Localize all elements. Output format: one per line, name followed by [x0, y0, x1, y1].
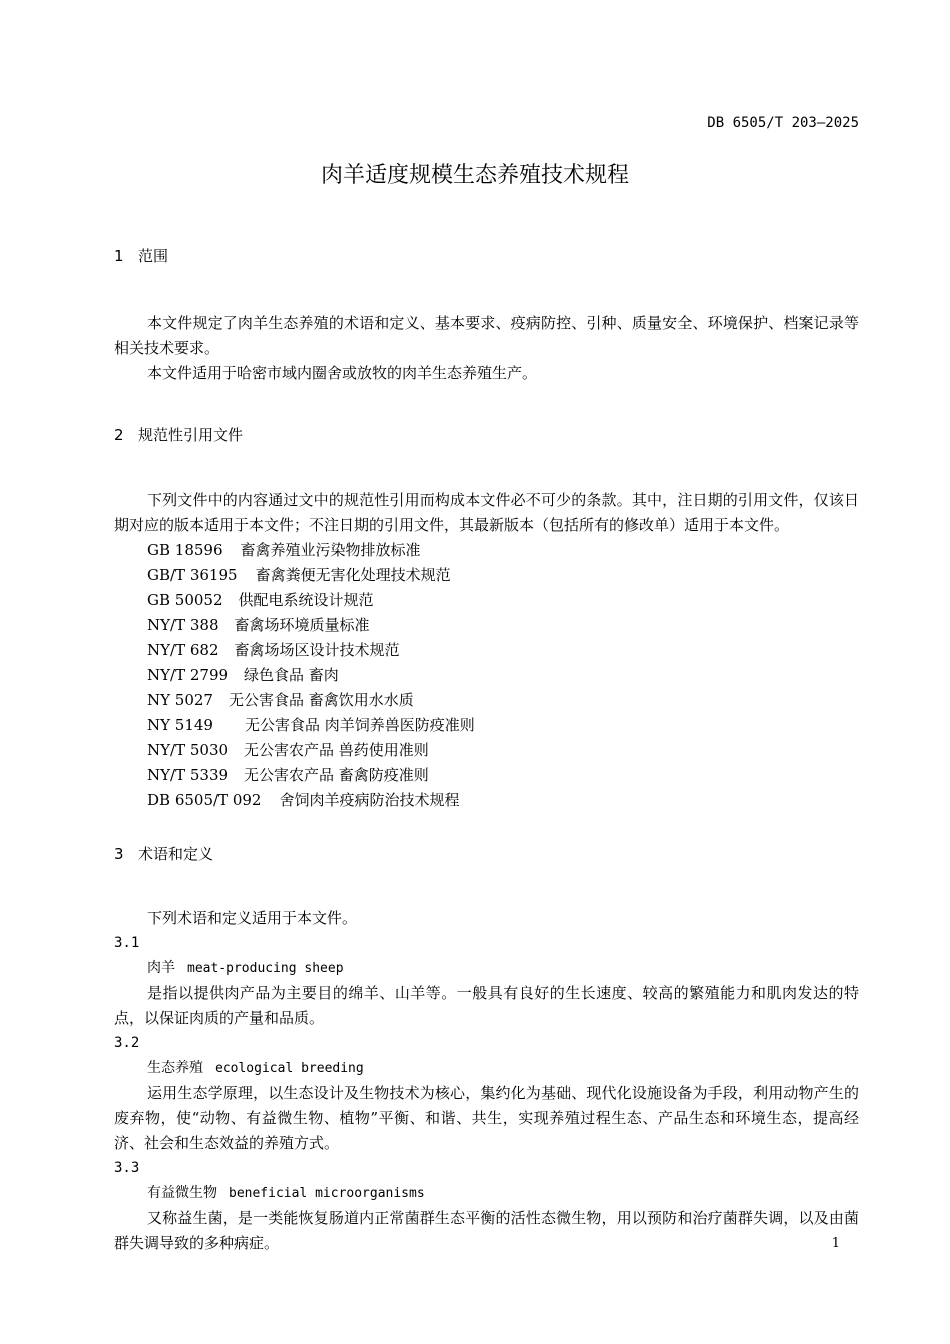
reference-item	[114, 588, 859, 613]
document-title: 肉羊适度规模生态养殖技术规程	[320, 163, 629, 188]
section-heading-terms-and-definitions	[114, 842, 859, 867]
reference-name: 舍饲肉羊疫病防治技术规程	[279, 791, 460, 809]
reference-name: 供配电系统设计规范	[238, 591, 374, 609]
term-zh: 肉羊	[147, 960, 175, 976]
section-heading-scope	[114, 244, 859, 269]
page-number: 1	[831, 1236, 840, 1251]
term-number: 3.3	[114, 1160, 140, 1176]
section-number: 1	[114, 247, 124, 265]
reference-item	[114, 688, 859, 713]
reference-name: 绿色食品 畜肉	[244, 666, 339, 684]
reference-name: 畜禽粪便无害化处理技术规范	[255, 566, 451, 584]
section-heading-normative-references	[114, 423, 859, 448]
paragraph: 下列文件中的内容通过文中的规范性引用而构成本文件必不可少的条款。其中，注日期的引用文件，仅该日期对应的版本适用于本文件；不注日期的引用文件，其最新版本（包括所有的修改单）适用于本文件。	[114, 491, 859, 534]
paragraph: 下列术语和定义适用于本文件。	[147, 909, 358, 927]
reference-code: GB 50052	[147, 591, 223, 609]
reference-code: NY/T 5030	[147, 741, 229, 759]
paragraph: 本文件规定了肉羊生态养殖的术语和定义、基本要求、疫病防控、引种、质量安全、环境保护、档案记录等相关技术要求。	[114, 314, 859, 357]
reference-code: NY/T 2799	[147, 666, 229, 684]
reference-item	[114, 663, 859, 688]
section-title: 范围	[138, 247, 169, 265]
reference-name: 无公害食品 肉羊饲养兽医防疫准则	[244, 716, 475, 734]
term-definition: 运用生态学原理，以生态设计及生物技术为核心，集约化为基础、现代化设施设备为手段，利用动物产生的废弃物，使“动物、有益微生物、植物”平衡、和谐、共生，实现养殖过程生态、产品生态和环境生态，提高经济、社会和生态效益的养殖方式。	[114, 1084, 859, 1152]
term-definition: 又称益生菌，是一类能恢复肠道内正常菌群生态平衡的活性态微生物，用以预防和治疗菌群失调，以及由菌群失调导致的多种病症。	[114, 1209, 859, 1252]
reference-code: NY 5027	[147, 691, 213, 709]
term-en: ecological breeding	[215, 1061, 364, 1076]
reference-code: DB 6505/T 092	[147, 791, 262, 809]
section-title: 规范性引用文件	[138, 426, 244, 444]
reference-item	[114, 563, 859, 588]
section-number: 2	[114, 426, 124, 444]
term-zh: 有益微生物	[147, 1185, 217, 1201]
reference-item	[114, 713, 859, 738]
term-en: beneficial microorganisms	[229, 1186, 425, 1201]
term-name	[114, 1181, 859, 1206]
section-number: 3	[114, 845, 124, 863]
reference-name: 畜禽场环境质量标准	[234, 616, 370, 634]
term-entry	[114, 1031, 859, 1156]
reference-name: 无公害农产品 畜禽防疫准则	[244, 766, 429, 784]
term-en: meat-producing sheep	[187, 961, 344, 976]
reference-name: 畜禽场场区设计技术规范	[234, 641, 400, 659]
paragraph: 本文件适用于哈密市域内圈舍或放牧的肉羊生态养殖生产。	[147, 364, 538, 382]
reference-item	[114, 538, 859, 563]
reference-code: NY/T 388	[147, 616, 219, 634]
term-number: 3.2	[114, 1035, 140, 1051]
term-name	[114, 956, 859, 981]
reference-item	[114, 788, 859, 813]
reference-code: NY/T 5339	[147, 766, 229, 784]
reference-list	[114, 538, 859, 813]
reference-item	[114, 738, 859, 763]
standard-code: DB 6505/T 203—2025	[707, 115, 859, 131]
reference-code: NY 5149	[147, 716, 213, 734]
reference-name: 畜禽养殖业污染物排放标准	[240, 541, 421, 559]
section-title: 术语和定义	[138, 845, 214, 863]
document-body	[114, 244, 859, 1256]
reference-name: 无公害农产品 兽药使用准则	[244, 741, 429, 759]
reference-name: 无公害食品 畜禽饮用水水质	[228, 691, 414, 709]
reference-item	[114, 763, 859, 788]
reference-code: NY/T 682	[147, 641, 219, 659]
term-name	[114, 1056, 859, 1081]
term-zh: 生态养殖	[147, 1060, 203, 1076]
reference-item	[114, 638, 859, 663]
reference-code: GB/T 36195	[147, 566, 238, 584]
term-number: 3.1	[114, 935, 140, 951]
term-entry	[114, 1156, 859, 1256]
reference-code: GB 18596	[147, 541, 223, 559]
term-definition: 是指以提供肉产品为主要目的绵羊、山羊等。一般具有良好的生长速度、较高的繁殖能力和肌肉发达的特点，以保证肉质的产量和品质。	[114, 984, 859, 1027]
term-entry	[114, 931, 859, 1031]
reference-item	[114, 613, 859, 638]
